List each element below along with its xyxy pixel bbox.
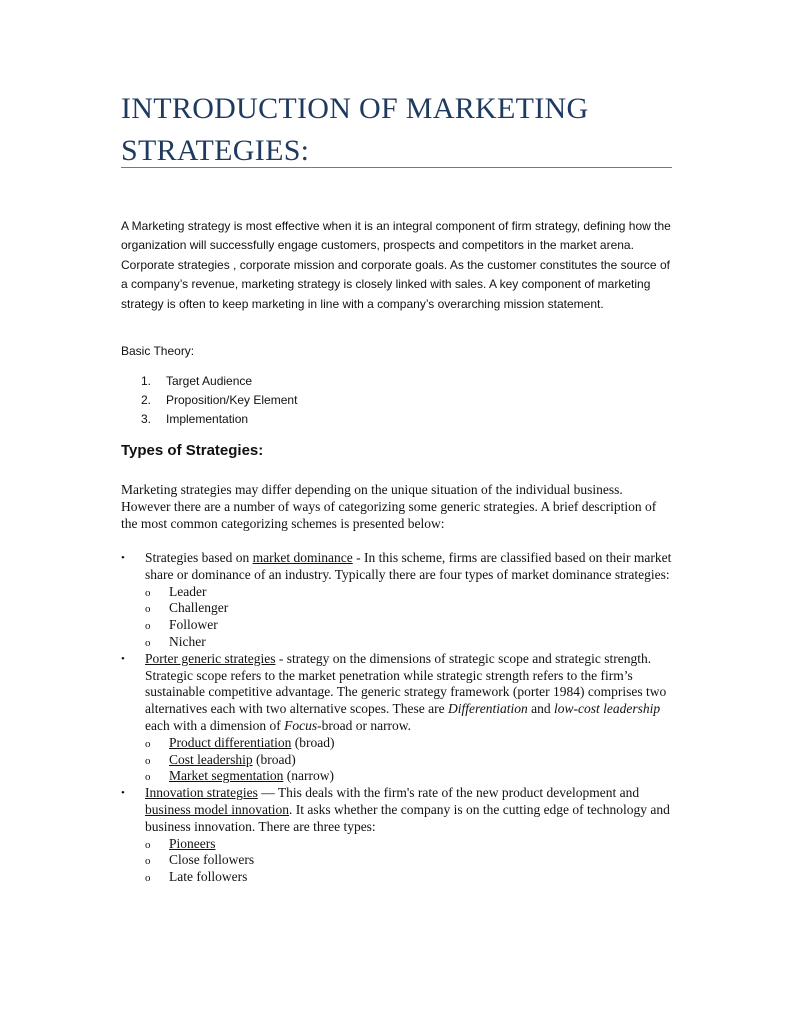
circle-bullet-icon: o xyxy=(145,620,151,633)
market-segmentation-link[interactable]: Market segmentation xyxy=(169,768,284,784)
porter-sublist xyxy=(145,735,673,785)
list-number: 2. xyxy=(141,393,152,407)
types-of-strategies-heading: Types of Strategies: xyxy=(121,442,264,459)
business-model-innovation-link[interactable]: business model innovation xyxy=(145,801,289,817)
sub-list-item xyxy=(145,634,673,651)
market-dominance-link[interactable]: market dominance xyxy=(252,550,353,565)
strategies-list xyxy=(121,550,673,886)
strategy-porter-generic xyxy=(121,651,673,785)
sub-list-item xyxy=(145,768,673,785)
list-item xyxy=(141,410,297,429)
types-intro-paragraph: Marketing strategies may differ depending on the unique situation of the individual business. However there are a number of ways of categorizing some generic strategies. A brief description of the most common categorizing schemes is presented below: xyxy=(121,482,657,531)
bullet-icon: • xyxy=(121,552,125,564)
circle-bullet-icon: o xyxy=(145,771,151,784)
list-item-text: Target Audience xyxy=(166,374,253,388)
sub-item-text: Challenger xyxy=(169,600,229,616)
sub-item-text: Nicher xyxy=(169,633,206,649)
sub-list-item xyxy=(145,852,673,869)
text-segment: each with a dimension of xyxy=(145,717,285,733)
emphasis-text: Focus xyxy=(284,717,318,733)
circle-bullet-icon: o xyxy=(145,754,151,767)
emphasis-text: low-cost leadership xyxy=(554,701,661,717)
circle-bullet-icon: o xyxy=(145,872,151,885)
strategy-text xyxy=(145,651,666,733)
sub-item-suffix: (broad) xyxy=(291,734,335,750)
strategy-text xyxy=(145,550,671,582)
sub-list-item xyxy=(145,752,673,769)
innovation-sublist xyxy=(145,836,673,886)
circle-bullet-icon: o xyxy=(145,838,151,851)
bullet-icon: • xyxy=(121,652,125,665)
sub-list-item xyxy=(145,584,673,601)
emphasis-text: Differentiation xyxy=(448,701,528,717)
list-item xyxy=(141,391,297,410)
circle-bullet-icon: o xyxy=(145,586,151,599)
text-segment: - strategy on the dimensions of strategic scope and strategic strength. Strategic scope refers to the market penetration while strategic strength refers to the firm’s sustainable competitive advantage. The generic strategy framework (porter 1984) comprises two alternatives each with two alternative scopes. These are xyxy=(145,650,667,717)
circle-bullet-icon: o xyxy=(145,636,151,649)
basic-theory-label: Basic Theory: xyxy=(121,344,195,358)
intro-paragraph: A Marketing strategy is most effective when it is an integral component of firm strategy, defining how the organization will successfully engage customers, prospects and competitors in the market arena. Corporate strategies , corporate mission and corporate goals. As the customer constitutes the source of a company’s revenue, marketing strategy is closely linked with sales. A key component of marketing strategy is often to keep marketing in line with a company’s overarching mission statement. xyxy=(121,219,671,311)
bullet-icon: • xyxy=(121,787,125,800)
innovation-strategies-link[interactable]: Innovation strategies xyxy=(145,785,258,801)
basic-theory-list xyxy=(141,372,297,429)
text-segment: - In this scheme, firms are classified based on their market share or dominance of an industry. Typically there are four types of market dominance strategies: xyxy=(145,550,672,582)
circle-bullet-icon: o xyxy=(145,737,151,750)
strategy-market-dominance xyxy=(121,550,673,651)
sub-item-text: Close followers xyxy=(169,852,255,868)
sub-item-text: Late followers xyxy=(169,869,248,885)
list-item xyxy=(141,372,297,391)
cost-leadership-link[interactable]: Cost leadership xyxy=(169,751,253,767)
text-segment: Strategies based on xyxy=(145,550,253,565)
sub-item-suffix: (broad) xyxy=(252,751,296,767)
strategy-text xyxy=(145,785,670,834)
sub-item-text: Follower xyxy=(169,617,218,633)
product-differentiation-link[interactable]: Product differentiation xyxy=(169,734,292,750)
text-segment: and xyxy=(527,701,554,717)
porter-generic-strategies-link[interactable]: Porter generic strategies xyxy=(145,650,276,666)
list-number: 1. xyxy=(141,374,152,388)
sub-list-item xyxy=(145,735,673,752)
circle-bullet-icon: o xyxy=(145,855,151,868)
sub-list-item xyxy=(145,617,673,634)
list-item-text: Proposition/Key Element xyxy=(166,393,298,407)
text-segment: -broad or narrow. xyxy=(317,717,412,733)
strategy-innovation xyxy=(121,785,673,886)
circle-bullet-icon: o xyxy=(145,603,151,616)
sub-list-item xyxy=(145,869,673,886)
sub-item-text: Leader xyxy=(169,583,207,599)
text-segment: . It asks whether the company is on the cutting edge of technology and business innovation. There are three types: xyxy=(145,801,670,834)
pioneers-link[interactable]: Pioneers xyxy=(169,835,216,851)
market-dominance-sublist xyxy=(145,584,673,651)
page-title: INTRODUCTION OF MARKETING STRATEGIES: xyxy=(121,92,589,167)
list-number: 3. xyxy=(141,412,152,426)
sub-list-item xyxy=(145,836,673,853)
list-item-text: Implementation xyxy=(166,412,249,426)
sub-list-item xyxy=(145,600,673,617)
title-underline-rule xyxy=(121,167,672,168)
sub-item-suffix: (narrow) xyxy=(283,768,334,784)
text-segment: — This deals with the firm's rate of the new product development and xyxy=(257,785,640,801)
